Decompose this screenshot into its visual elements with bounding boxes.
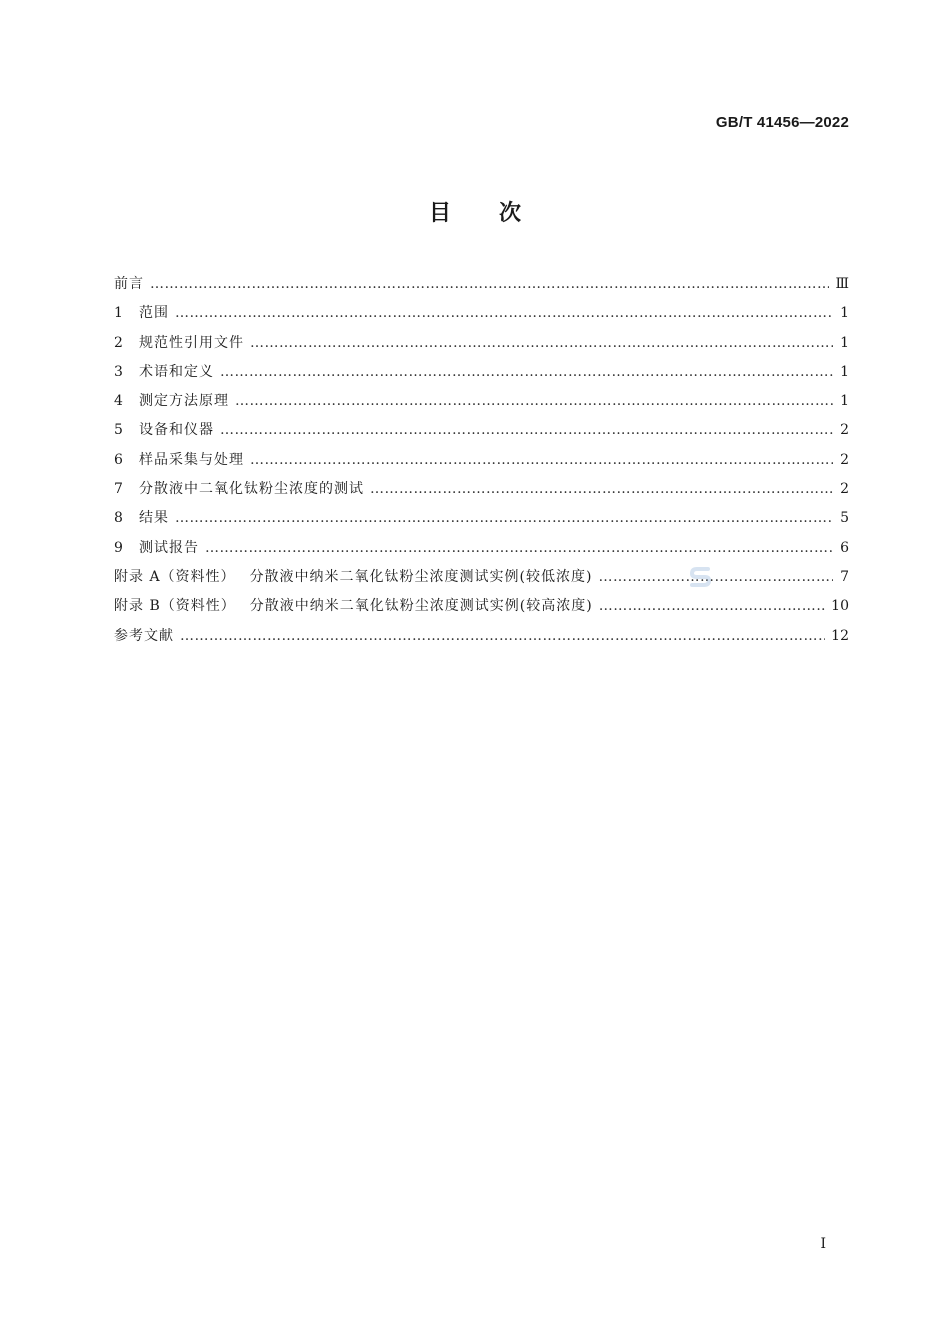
toc-entry-number: 6 — [114, 451, 123, 468]
toc-leader-dots — [220, 416, 833, 445]
toc-entry-page: 2 — [840, 481, 849, 498]
toc-entry-title: 结果 — [139, 510, 169, 527]
toc-entry-page: Ⅲ — [835, 276, 849, 292]
toc-entry-number: 3 — [114, 363, 123, 380]
toc-entry-page: 2 — [840, 422, 849, 439]
toc-entry-3[interactable] — [114, 358, 849, 387]
toc-entry-page: 1 — [840, 393, 849, 410]
toc-entry-number: 1 — [114, 305, 123, 322]
toc-entry-page: 10 — [831, 598, 849, 615]
toc-entry-1[interactable] — [114, 299, 849, 328]
toc-entry-title: 设备和仪器 — [139, 422, 214, 439]
toc-leader-dots — [599, 592, 825, 621]
toc-leader-dots — [250, 446, 833, 475]
page-title-char-2: 次 — [499, 201, 522, 226]
toc-entry-title: 范围 — [139, 305, 169, 322]
page-title — [0, 196, 950, 227]
toc-entry-page: 2 — [840, 451, 849, 468]
toc-entry-page: 1 — [840, 334, 849, 351]
toc-entry-5[interactable] — [114, 416, 849, 445]
toc-entry-title: 分散液中纳米二氧化钛粉尘浓度测试实例(较高浓度) — [249, 598, 593, 615]
toc-entry-9[interactable] — [114, 534, 849, 563]
toc-leader-dots — [235, 387, 833, 416]
page-number: I — [820, 1236, 826, 1252]
toc-entry-title: 测试报告 — [139, 539, 199, 556]
table-of-contents — [114, 270, 849, 651]
toc-entry-foreword[interactable] — [114, 270, 849, 299]
toc-entry-title: 规范性引用文件 — [139, 334, 244, 351]
toc-entry-number: 2 — [114, 334, 123, 351]
toc-entry-page: 7 — [840, 568, 849, 585]
toc-entry-number: 4 — [114, 393, 123, 410]
toc-entry-page: 6 — [840, 539, 849, 556]
toc-leader-dots — [150, 270, 829, 299]
toc-entry-number: 5 — [114, 422, 123, 439]
toc-entry-4[interactable] — [114, 387, 849, 416]
toc-annex-label: 附录 B（资料性） — [114, 598, 236, 615]
toc-entry-7[interactable] — [114, 475, 849, 504]
toc-entry-bibliography[interactable] — [114, 622, 849, 651]
toc-entry-annex-a[interactable] — [114, 563, 849, 592]
toc-leader-dots — [175, 504, 833, 533]
toc-entry-title: 分散液中纳米二氧化钛粉尘浓度测试实例(较低浓度) — [249, 568, 593, 585]
toc-entry-6[interactable] — [114, 446, 849, 475]
toc-entry-2[interactable] — [114, 329, 849, 358]
toc-entry-title: 术语和定义 — [139, 363, 214, 380]
toc-entry-page: 12 — [831, 627, 849, 644]
toc-entry-page: 5 — [840, 510, 849, 527]
toc-entry-number: 9 — [114, 539, 123, 556]
toc-entry-title: 测定方法原理 — [139, 393, 229, 410]
standard-code: GB/T 41456—2022 — [715, 114, 849, 131]
toc-entry-page: 1 — [840, 305, 849, 322]
toc-entry-title: 分散液中二氧化钛粉尘浓度的测试 — [139, 481, 364, 498]
toc-leader-dots — [205, 534, 833, 563]
toc-leader-dots — [250, 329, 833, 358]
toc-entry-title: 样品采集与处理 — [139, 451, 244, 468]
watermark-logo-icon — [688, 566, 714, 588]
toc-entry-number: 7 — [114, 481, 123, 498]
toc-leader-dots — [180, 622, 825, 651]
toc-leader-dots — [220, 358, 833, 387]
toc-entry-title: 参考文献 — [114, 627, 174, 644]
toc-entry-8[interactable] — [114, 504, 849, 533]
toc-leader-dots — [175, 299, 833, 328]
toc-entry-number: 8 — [114, 510, 123, 527]
toc-entry-annex-b[interactable] — [114, 592, 849, 621]
toc-entry-title: 前言 — [114, 276, 144, 292]
toc-leader-dots — [370, 475, 833, 504]
toc-annex-label: 附录 A（资料性） — [114, 568, 236, 585]
page-title-char-1: 目 — [428, 201, 451, 226]
toc-entry-page: 1 — [840, 363, 849, 380]
toc-leader-dots — [599, 563, 834, 592]
